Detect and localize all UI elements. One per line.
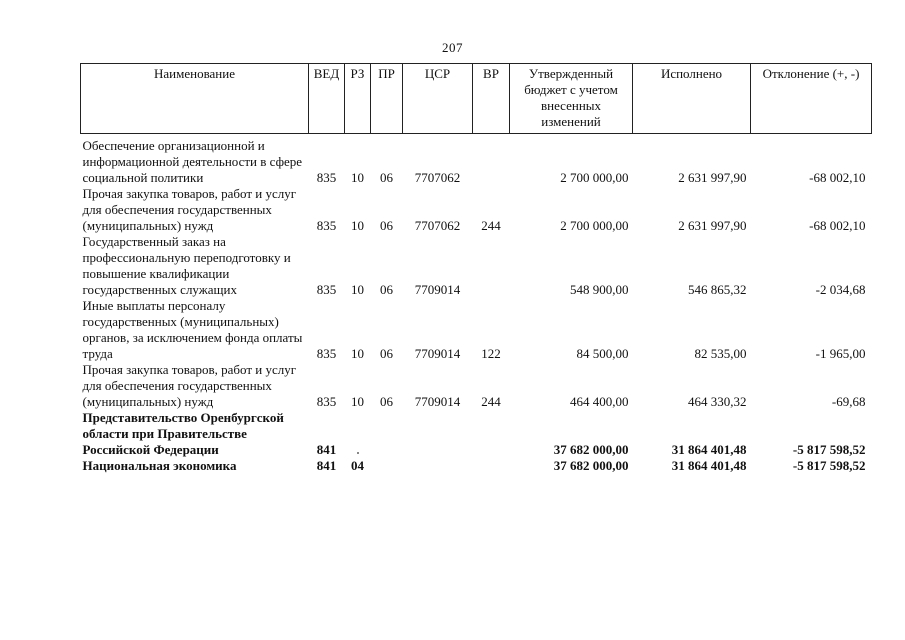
header-vr: ВР (473, 64, 510, 134)
row-deviation: -69,68 (831, 394, 866, 409)
row-budget: 2 700 000,00 (560, 170, 629, 185)
row-vr (473, 410, 510, 458)
table-row (81, 134, 872, 187)
row-csr: 7709014 (414, 282, 461, 297)
row-deviation: -1 965,00 (815, 346, 866, 361)
row-deviation: -5 817 598,52 (792, 458, 866, 473)
row-rz: 10 (351, 170, 364, 185)
row-vr (473, 234, 510, 298)
row-csr: 7709014 (414, 394, 461, 409)
row-csr (403, 458, 473, 474)
row-ved: 835 (316, 170, 337, 185)
row-csr (403, 410, 473, 458)
row-deviation: -2 034,68 (815, 282, 866, 297)
row-executed: 464 330,32 (688, 394, 747, 409)
header-csr: ЦСР (403, 64, 473, 134)
row-budget: 548 900,00 (570, 282, 629, 297)
row-name: Государственный заказ на профессиональную переподготовку и повышение квалификации государственных служащих (82, 234, 291, 297)
scan-speck (357, 452, 359, 454)
row-executed: 82 535,00 (694, 346, 747, 361)
row-name: Представительство Оренбургской области при Правительстве Российской Федерации (82, 410, 284, 457)
row-pr: 06 (380, 394, 393, 409)
row-pr (371, 458, 403, 474)
row-rz (345, 410, 371, 458)
row-csr: 7707062 (414, 170, 461, 185)
row-budget: 2 700 000,00 (560, 218, 629, 233)
table-row (81, 410, 872, 458)
row-executed: 31 864 401,48 (671, 458, 747, 473)
row-ved: 835 (316, 282, 337, 297)
row-ved: 835 (316, 346, 337, 361)
row-pr: 06 (380, 282, 393, 297)
row-name: Национальная экономика (82, 458, 237, 473)
table-row (81, 362, 872, 410)
row-deviation: -5 817 598,52 (792, 442, 866, 457)
row-vr: 244 (481, 218, 501, 233)
row-budget: 84 500,00 (576, 346, 629, 361)
row-rz: 10 (351, 282, 364, 297)
header-executed: Исполнено (633, 64, 751, 134)
row-pr: 06 (380, 218, 393, 233)
table-header-row (81, 64, 872, 134)
row-rz: 04 (351, 458, 364, 473)
row-ved: 841 (316, 458, 337, 473)
header-budget: Утвержденный бюджет с учетом внесенных изменений (510, 64, 633, 134)
table-row (81, 458, 872, 474)
row-csr: 7707062 (414, 218, 461, 233)
row-budget: 37 682 000,00 (553, 442, 629, 457)
row-deviation: -68 002,10 (809, 218, 866, 233)
row-vr (473, 134, 510, 187)
header-pr: ПР (371, 64, 403, 134)
row-name: Прочая закупка товаров, работ и услуг для обеспечения государственных (муниципальных) нужд (82, 186, 297, 233)
row-pr (371, 410, 403, 458)
row-name: Обеспечение организационной и информационной деятельности в сфере социальной политики (82, 138, 303, 185)
row-executed: 2 631 997,90 (678, 170, 747, 185)
row-pr: 06 (380, 170, 393, 185)
row-deviation: -68 002,10 (809, 170, 866, 185)
row-budget: 464 400,00 (570, 394, 629, 409)
row-executed: 31 864 401,48 (671, 442, 747, 457)
row-pr: 06 (380, 346, 393, 361)
table-row (81, 234, 872, 298)
row-vr: 122 (481, 346, 501, 361)
table-row (81, 186, 872, 234)
page-number: 207 (442, 40, 463, 55)
row-executed: 546 865,32 (688, 282, 747, 297)
row-ved: 835 (316, 394, 337, 409)
row-ved: 835 (316, 218, 337, 233)
row-rz: 10 (351, 346, 364, 361)
row-csr: 7709014 (414, 346, 461, 361)
row-name: Прочая закупка товаров, работ и услуг для обеспечения государственных (муниципальных) нужд (82, 362, 297, 409)
header-rz: РЗ (345, 64, 371, 134)
table-row (81, 298, 872, 362)
row-rz: 10 (351, 218, 364, 233)
row-name: Иные выплаты персоналу государственных (муниципальных) органов, за исключением фонда оплаты труда (82, 298, 303, 361)
row-rz: 10 (351, 394, 364, 409)
row-executed: 2 631 997,90 (678, 218, 747, 233)
header-ved: ВЕД (309, 64, 345, 134)
row-ved: 841 (316, 442, 337, 457)
budget-table (80, 63, 872, 474)
row-vr: 244 (481, 394, 501, 409)
header-deviation: Отклонение (+, -) (751, 64, 872, 134)
header-name: Наименование (81, 64, 309, 134)
row-vr (473, 458, 510, 474)
row-budget: 37 682 000,00 (553, 458, 629, 473)
